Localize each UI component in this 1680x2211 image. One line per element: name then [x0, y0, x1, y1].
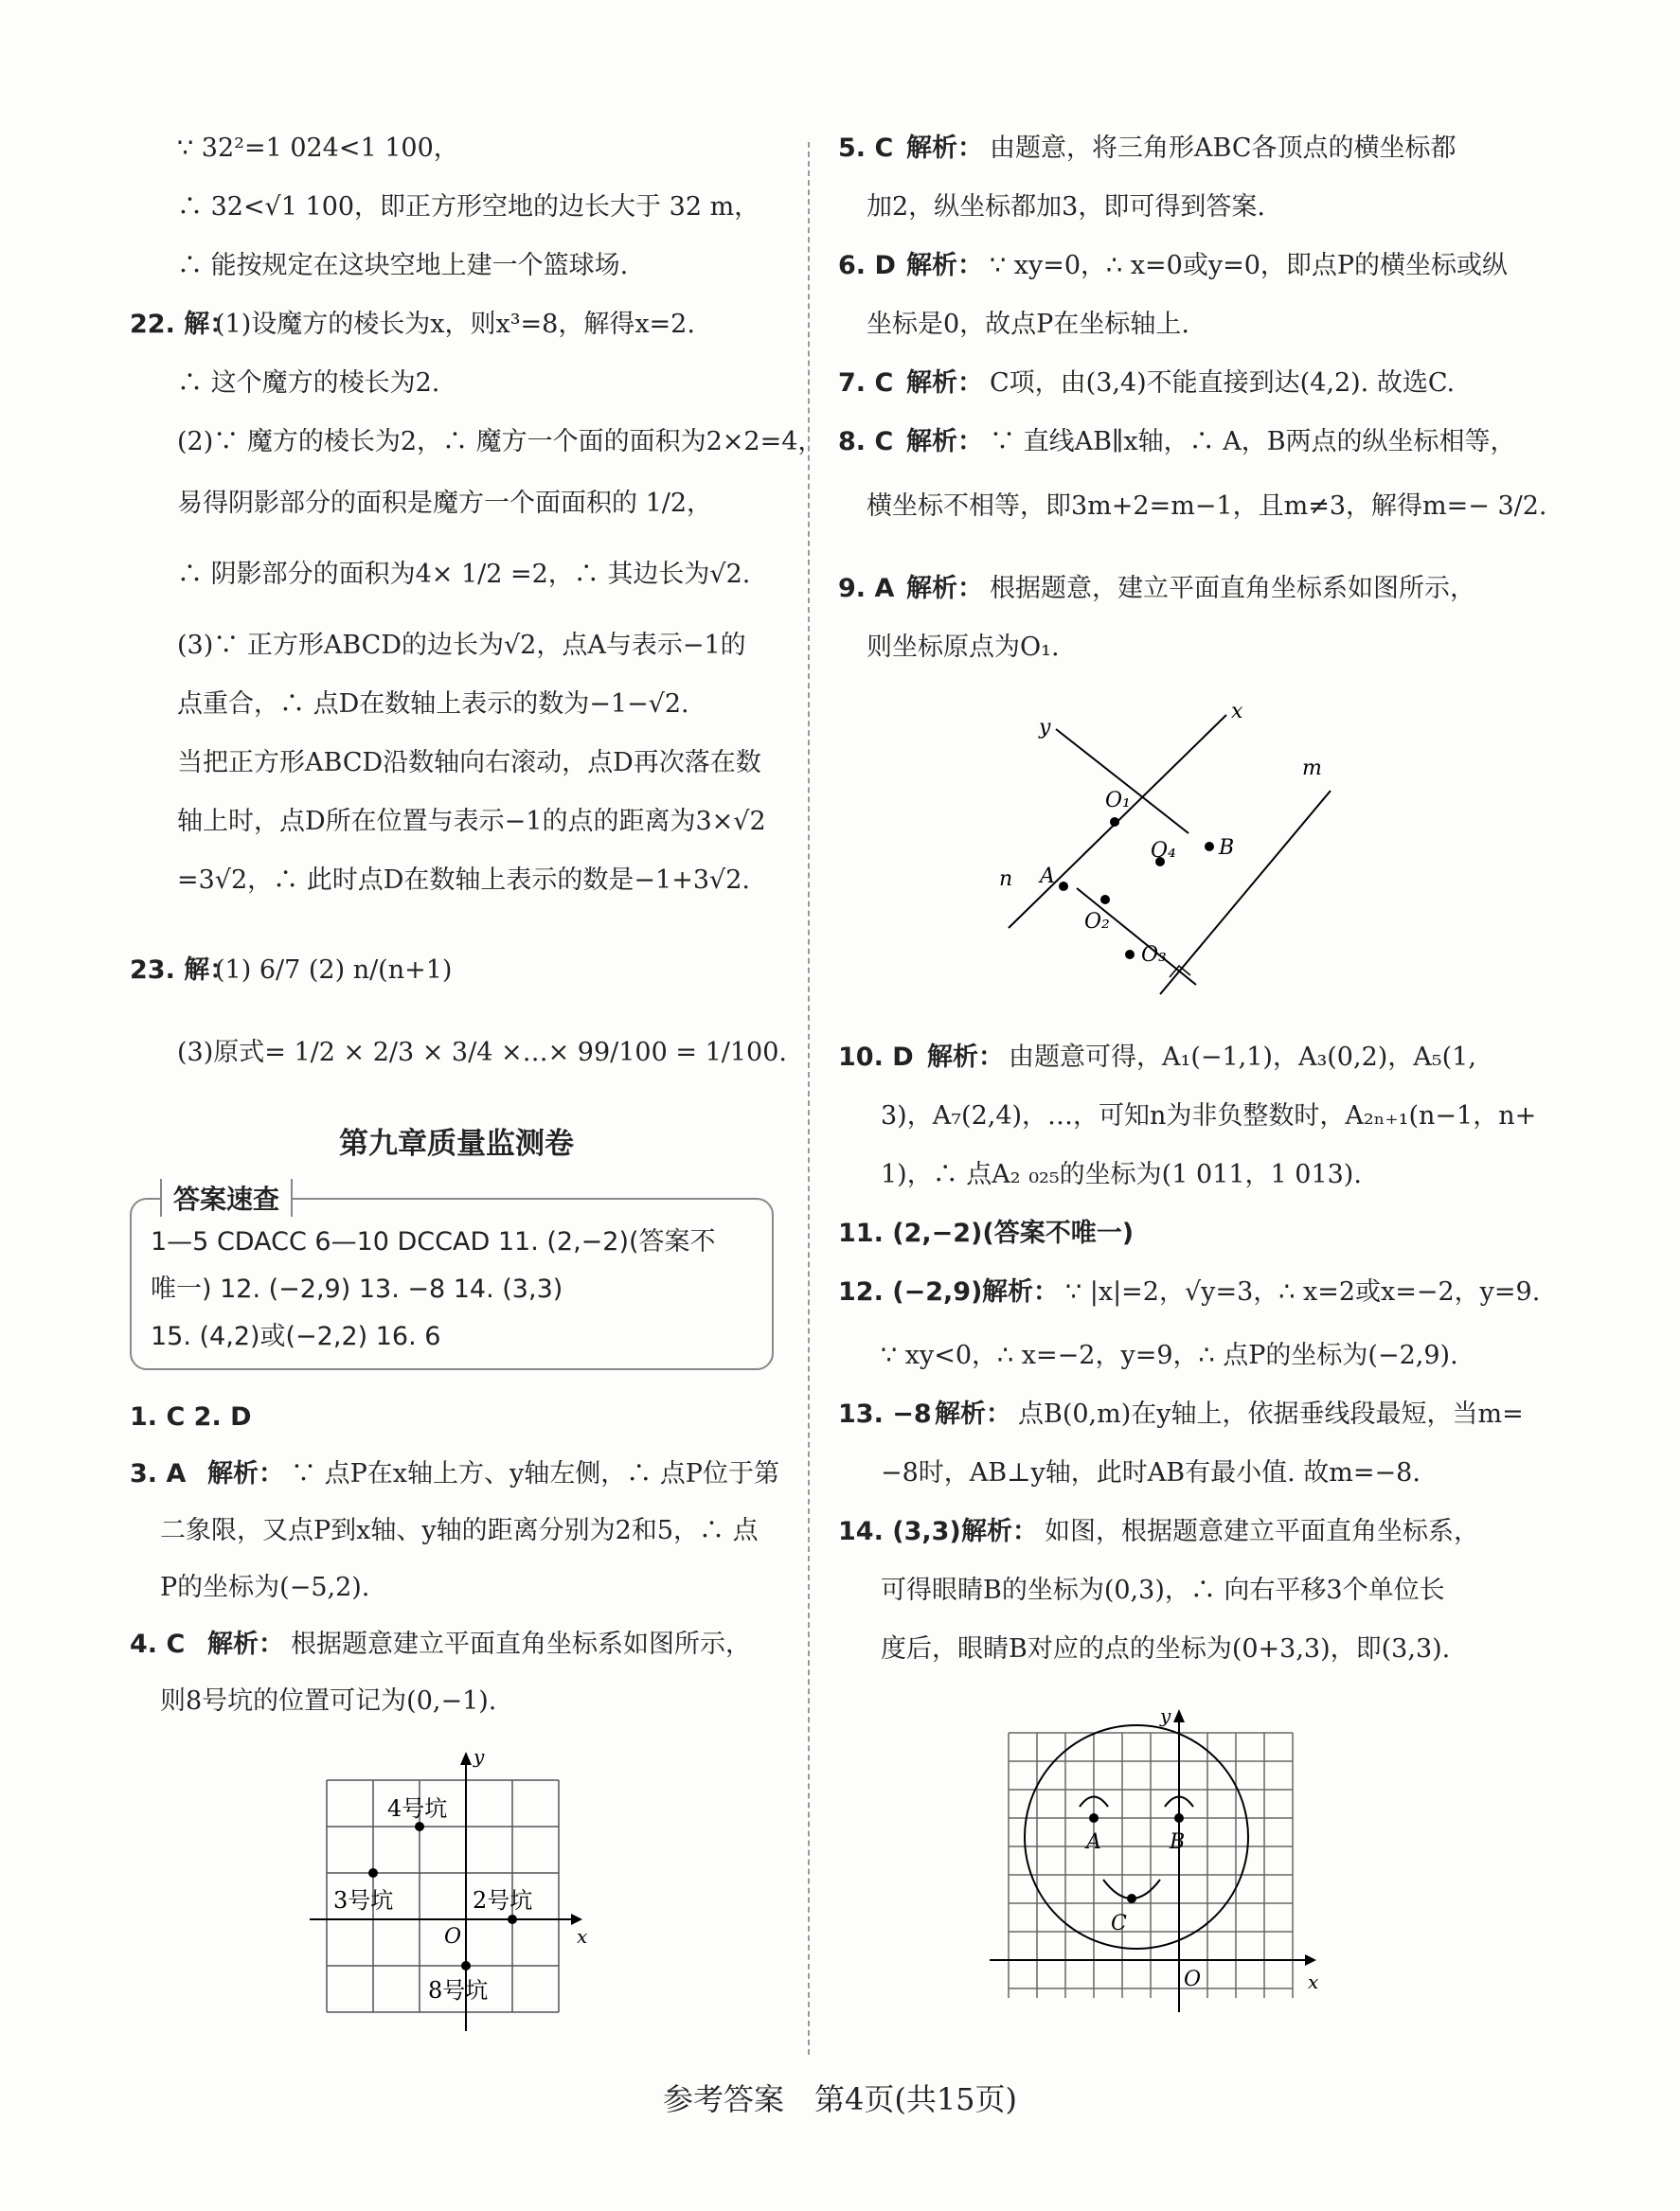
q21-line-3: ∴ 能按规定在这块空地上建一个篮球场.	[177, 251, 629, 280]
q3-keyword: 解析：	[207, 1459, 284, 1489]
q22-line-9: 轴上时，点D所在位置与表示−1的点的距离为3×√2	[177, 807, 766, 836]
quick-answers-line-1: 1—5 CDACC 6—10 DCCAD 11. (2,−2)(答案不	[151, 1227, 716, 1257]
pit-3-point	[368, 1868, 378, 1878]
q22-line-2: ∴ 这个魔方的棱长为2.	[177, 368, 440, 398]
q22-line-10: =3√2，∴ 此时点D在数轴上表示的数是−1+3√2.	[177, 865, 750, 895]
q21-line-2: ∴ 32<√1 100，即正方形空地的边长大于 32 m，	[177, 192, 760, 222]
q4-line-1: 根据题意建立平面直角坐标系如图所示，	[291, 1630, 751, 1659]
point-c	[1127, 1894, 1136, 1903]
q9-rotated-axes-figure	[990, 701, 1349, 1004]
pit-8-label: 8号坑	[428, 1977, 489, 2004]
q22-line-8: 当把正方形ABCD沿数轴向右滚动，点D再次落在数	[177, 748, 761, 777]
q9-line-2: 则坐标原点为O₁.	[867, 633, 1060, 662]
q6-line-1: ∵ xy=0，∴ x=0或y=0，即点P的横坐标或纵	[990, 251, 1509, 280]
q5-line-2: 加2，纵坐标都加3，即可得到答案.	[867, 192, 1265, 222]
q22-line-7: 点重合，∴ 点D在数轴上表示的数为−1−√2.	[177, 689, 689, 719]
y-axis-arrow	[460, 1752, 472, 1765]
line-n	[1077, 888, 1196, 985]
b-label: B	[1219, 836, 1235, 860]
quick-answers-title: 答案速查	[160, 1179, 293, 1217]
q1-2-answers: 1. C 2. D	[130, 1402, 252, 1432]
q22-line-4: 易得阴影部分的面积是魔方一个面面积的 1/2，	[177, 489, 713, 518]
face-circle	[1025, 1725, 1248, 1949]
q10-line-1: 由题意可得，A₁(−1,1)，A₃(0,2)，A₅(1,	[1009, 1043, 1476, 1072]
q8-number: 8. C	[838, 427, 894, 456]
m-label: m	[1302, 757, 1322, 780]
q7-number: 7. C	[838, 368, 894, 398]
q4-line-2: 则8号坑的位置可记为(0,−1).	[160, 1686, 497, 1716]
point-b	[1174, 1813, 1184, 1823]
pit-2-label: 2号坑	[473, 1887, 533, 1914]
point-o1	[1110, 817, 1119, 827]
n-label: n	[999, 867, 1013, 891]
q3-line-3: P的坐标为(−5,2).	[160, 1573, 370, 1602]
y-axis-label: y	[1160, 1704, 1171, 1727]
x-axis-label: x	[577, 1925, 588, 1948]
q6-keyword: 解析：	[906, 251, 983, 280]
a-label: A	[1086, 1830, 1101, 1854]
q14-line-1: 如图，根据题意建立平面直角坐标系，	[1045, 1517, 1479, 1546]
q6-number: 6. D	[838, 251, 896, 280]
q11-answer: 11. (2,−2)(答案不唯一)	[838, 1219, 1135, 1248]
x-axis-arrow	[571, 1914, 582, 1925]
q14-keyword: 解析：	[961, 1517, 1038, 1546]
point-o3	[1125, 950, 1135, 959]
q7-keyword: 解析：	[906, 368, 983, 398]
q14-number: 14. (3,3)	[838, 1517, 961, 1546]
quick-answers-line-2: 唯一) 12. (−2,9) 13. −8 14. (3,3)	[151, 1275, 563, 1304]
q9-keyword: 解析：	[906, 574, 983, 603]
o2-label: O₂	[1084, 910, 1110, 934]
q3-line-1: ∵ 点P在x轴上方、y轴左侧，∴ 点P位于第	[291, 1459, 779, 1489]
q13-keyword: 解析：	[935, 1400, 1011, 1429]
q23-line-2: (3)原式= 1/2 × 2/3 × 3/4 ×…× 99/100 = 1/100.	[177, 1038, 787, 1067]
q23-line-1: (1) 6/7 (2) n/(n+1)	[215, 955, 453, 985]
point-a	[1089, 1813, 1099, 1823]
q12-line-2: ∵ xy<0，∴ x=−2，y=9，∴ 点P的坐标为(−2,9).	[881, 1341, 1458, 1370]
point-a	[1059, 882, 1068, 891]
q22-number: 22. 解：	[130, 310, 236, 339]
pit-3-label: 3号坑	[333, 1887, 394, 1914]
point-o2	[1100, 895, 1110, 904]
pit-2-point	[508, 1915, 517, 1924]
q5-number: 5. C	[838, 134, 894, 163]
o4-label: O₄	[1151, 839, 1176, 863]
x-axis-label: x	[1308, 1970, 1319, 1993]
q9-number: 9. A	[838, 574, 895, 603]
o3-label: O₃	[1141, 943, 1167, 967]
a-label: A	[1040, 865, 1055, 888]
grid-lines	[1009, 1733, 1293, 1998]
q22-line-3: (2)∵ 魔方的棱长为2，∴ 魔方一个面的面积为2×2=4，	[177, 427, 824, 456]
c-label: C	[1111, 1912, 1127, 1935]
q13-line-2: −8时，AB⊥y轴，此时AB有最小值. 故m=−8.	[881, 1458, 1421, 1488]
q22-line-1: (1)设魔方的棱长为x，则x³=8，解得x=2.	[215, 310, 695, 339]
q10-number: 10. D	[838, 1043, 914, 1072]
q21-line-1: ∵ 32²=1 024<1 100，	[177, 134, 459, 163]
line-m	[1160, 791, 1331, 994]
q14-line-2: 可得眼睛B的坐标为(0,3)，∴ 向右平移3个单位长	[881, 1576, 1445, 1605]
q23-number: 23. 解：	[130, 955, 236, 985]
origin-label: O	[444, 1925, 462, 1949]
q22-line-6: (3)∵ 正方形ABCD的边长为√2，点A与表示−1的	[177, 631, 746, 660]
q7-line-1: C项，由(3,4)不能直接到达(4,2). 故选C.	[990, 368, 1456, 398]
page-footer: 参考答案 第4页(共15页)	[662, 2081, 1018, 2117]
q9-line-1: 根据题意，建立平面直角坐标系如图所示，	[990, 574, 1475, 603]
q8-line-2: 横坐标不相等，即3m+2=m−1，且m≠3，解得m=− 3/2.	[867, 491, 1547, 521]
pit-8-point	[461, 1961, 471, 1970]
quick-answers-line-3: 15. (4,2)或(−2,2) 16. 6	[151, 1322, 441, 1351]
origin-label: O	[1184, 1968, 1202, 1991]
q5-line-1: 由题意，将三角形ABC各顶点的横坐标都	[990, 134, 1457, 163]
y-axis-arrow	[1173, 1709, 1185, 1722]
q12-number: 12. (−2,9)	[838, 1277, 983, 1307]
q6-line-2: 坐标是0，故点P在坐标轴上.	[867, 310, 1189, 339]
q8-line-1: ∵ 直线AB∥x轴，∴ A，B两点的纵坐标相等，	[990, 427, 1516, 456]
y-axis-label: y	[1039, 716, 1051, 740]
pit-4-point	[415, 1822, 424, 1831]
q13-number: 13. −8	[838, 1400, 932, 1429]
x-axis-label: x	[1231, 701, 1243, 723]
q4-grid-figure	[300, 1742, 603, 2045]
b-label: B	[1170, 1830, 1186, 1854]
x-axis-arrow	[1305, 1954, 1316, 1966]
q10-line-2: 3)，A₇(2,4)，…，可知n为非负整数时，A₂ₙ₊₁(n−1，n+	[881, 1101, 1537, 1131]
q12-line-1: ∵ |x|=2，√y=3，∴ x=2或x=−2，y=9.	[1065, 1277, 1541, 1307]
quick-answers-box	[130, 1184, 774, 1370]
q3-line-2: 二象限，又点P到x轴、y轴的距离分别为2和5，∴ 点	[160, 1516, 759, 1545]
point-b	[1205, 842, 1214, 851]
q10-keyword: 解析：	[927, 1043, 1004, 1072]
pit-4-label: 4号坑	[387, 1795, 448, 1822]
q5-keyword: 解析：	[906, 134, 983, 163]
chapter-title: 第九章质量监测卷	[339, 1127, 574, 1161]
q14-line-3: 度后，眼睛B对应的点的坐标为(0+3,3)，即(3,3).	[881, 1634, 1451, 1664]
q12-keyword: 解析：	[982, 1277, 1059, 1307]
q3-number: 3. A	[130, 1459, 187, 1489]
q8-keyword: 解析：	[906, 427, 983, 456]
q10-line-3: 1)，∴ 点A₂ ₀₂₅的坐标为(1 011，1 013).	[881, 1160, 1362, 1189]
q4-number: 4. C	[130, 1630, 186, 1659]
o1-label: O₁	[1105, 789, 1131, 812]
q4-keyword: 解析：	[207, 1630, 284, 1659]
q14-smiley-figure	[990, 1700, 1331, 2022]
y-axis-label: y	[474, 1745, 485, 1768]
q22-line-5: ∴ 阴影部分的面积为4× 1/2 =2，∴ 其边长为√2.	[177, 560, 751, 589]
q13-line-1: 点B(0,m)在y轴上，依据垂线段最短，当m=	[1018, 1400, 1524, 1429]
